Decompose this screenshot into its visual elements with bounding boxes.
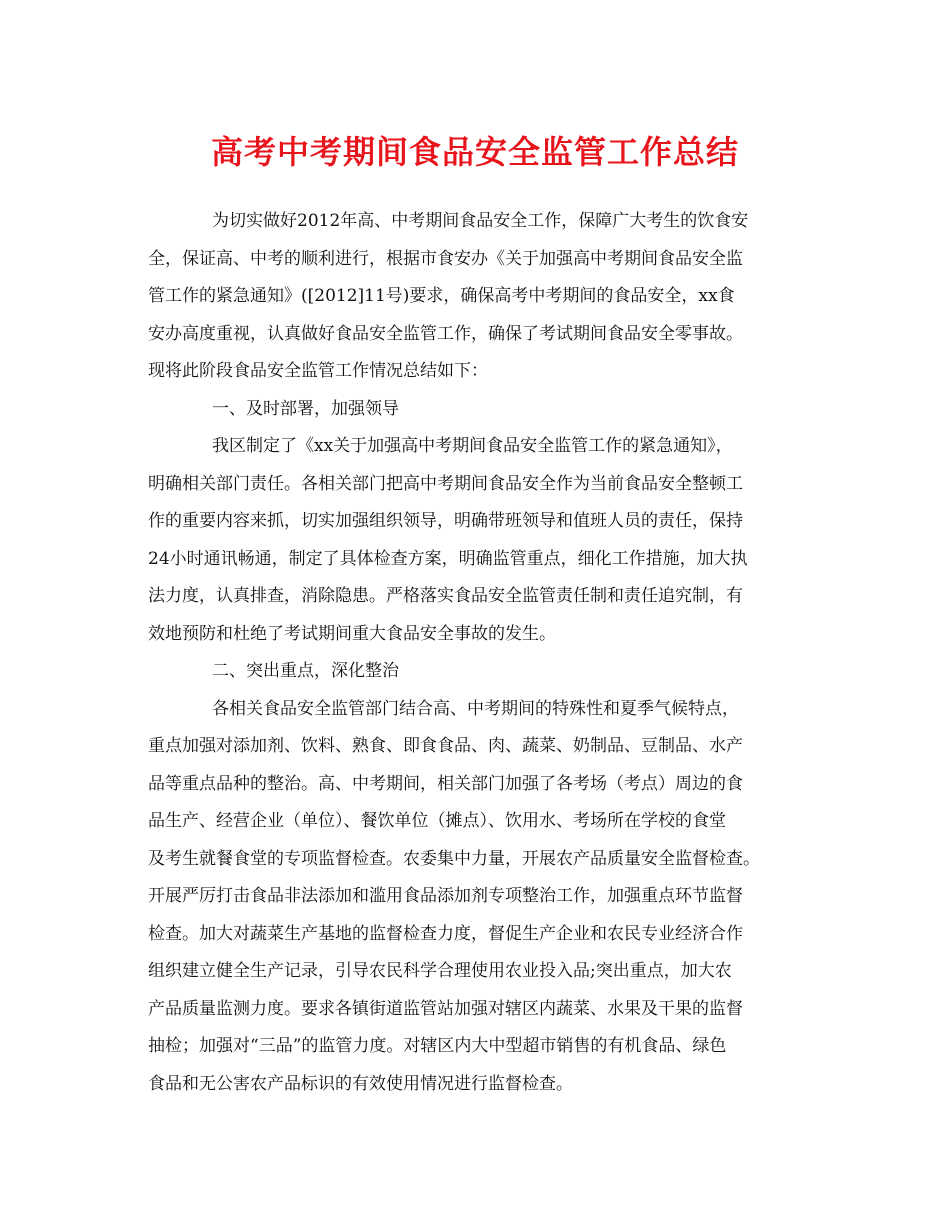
paragraph-line: 为切实做好2012年高、中考期间食品安全工作，保障广大考生的饮食安 [212, 211, 749, 231]
paragraph-line: 我区制定了《xx关于加强高中考期间食品安全监管工作的紧急通知》， [212, 436, 733, 456]
section-heading: 二、突出重点，深化整治 [212, 661, 399, 681]
document-body [148, 203, 812, 1103]
paragraph-line: 及考生就餐食堂的专项监督检查。农委集中力量，开展农产品质量安全监督检查。 [148, 848, 760, 869]
document-title: 高考中考期间食品安全监管工作总结 [210, 133, 739, 171]
paragraph-line: 食品和无公害农产品标识的有效使用情况进行监督检查。 [148, 1073, 573, 1094]
paragraph-line: 作的重要内容来抓，切实加强组织领导，明确带班领导和值班人员的责任，保持 [148, 511, 743, 531]
paragraph-line: 效地预防和杜绝了考试期间重大食品安全事故的发生。 [148, 623, 556, 644]
paragraph-line: 现将此阶段食品安全监管工作情况总结如下： [148, 361, 488, 381]
paragraph-line: 开展严厉打击食品非法添加和滥用食品添加剂专项整治工作，加强重点环节监督 [148, 886, 743, 906]
paragraph-line: 法力度，认真排查，消除隐患。严格落实食品安全监管责任制和责任追究制，有 [148, 586, 743, 606]
paragraph-line: 组织建立健全生产记录，引导农民科学合理使用农业投入品;突出重点，加大农 [148, 961, 732, 981]
paragraph-line: 产品质量监测力度。要求各镇街道监管站加强对辖区内蔬菜、水果及干果的监督 [148, 998, 743, 1019]
paragraph-line: 全，保证高、中考的顺利进行，根据市食安办《关于加强高中考期间食品安全监 [148, 248, 743, 269]
paragraph-line: 抽检；加强对“三品”的监管力度。对辖区内大中型超市销售的有机食品、绿色 [148, 1036, 727, 1056]
paragraph-line: 品生产、经营企业（单位）、餐饮单位（摊点）、饮用水、考场所在学校的食堂 [148, 811, 726, 831]
paragraph-line: 重点加强对添加剂、饮料、熟食、即食食品、肉、蔬菜、奶制品、豆制品、水产 [148, 736, 743, 756]
paragraph-line: 各相关食品安全监管部门结合高、中考期间的特殊性和夏季气候特点， [212, 698, 739, 719]
paragraph-line: 安办高度重视，认真做好食品安全监管工作，确保了考试期间食品安全零事故。 [148, 323, 743, 344]
section-heading: 一、及时部署，加强领导 [212, 398, 399, 419]
paragraph-line: 管工作的紧急通知》([2012]11号)要求，确保高考中考期间的食品安全，xx食 [148, 286, 735, 306]
paragraph-line: 检查。加大对蔬菜生产基地的监督检查力度，督促生产企业和农民专业经济合作 [148, 923, 743, 944]
paragraph-line: 品等重点品种的整治。高、中考期间，相关部门加强了各考场（考点）周边的食 [148, 773, 743, 794]
paragraph-line: 24小时通讯畅通，制定了具体检查方案，明确监管重点，细化工作措施，加大执 [148, 548, 748, 569]
paragraph-line: 明确相关部门责任。各相关部门把高中考期间食品安全作为当前食品安全整顿工 [148, 473, 743, 494]
